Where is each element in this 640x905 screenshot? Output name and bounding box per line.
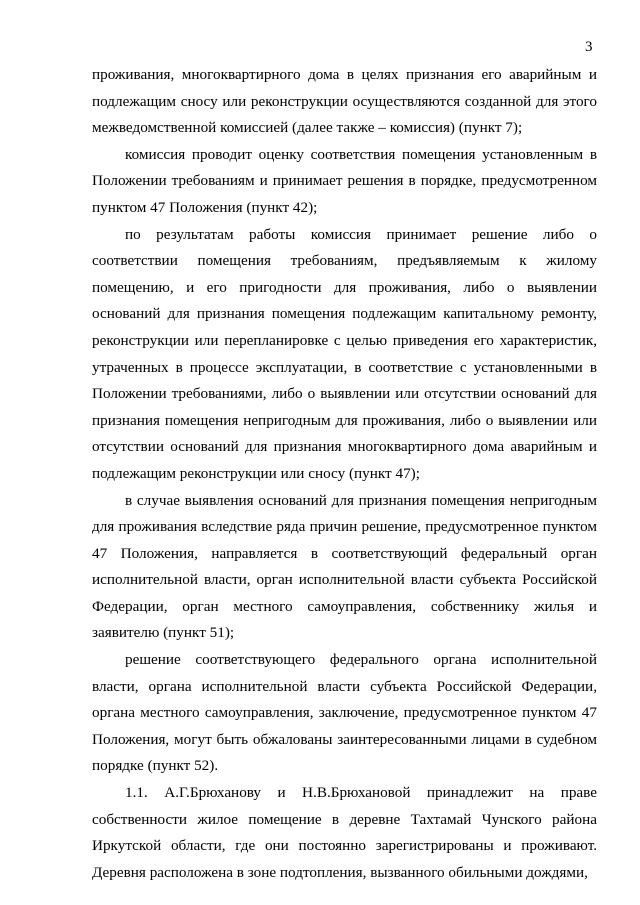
paragraph: комиссия проводит оценку соответствия помещения установленным в Положении требованиям и принимает решения в порядке, предусмотренном пунктом 47 Положения (пункт 42); bbox=[92, 145, 597, 216]
paragraph: проживания, многоквартирного дома в целях признания его аварийным и подлежащим сносу или реконструкции осуществляются созданной для этого межведомственной комиссией (далее также – комиссия) (пункт 7); bbox=[92, 66, 597, 137]
paragraph: по результатам работы комиссия принимает решение либо о соответствии помещения требованиям, предъявляемым к жилому помещению, и его пригодности для проживания, либо о выявлении оснований для признания помещения подлежащим капитальному ремонту, реконструкции или перепланировке с целью приведения его характеристик, утраченных в процессе эксплуатации, в соответствие с установленными в Положении требованиями, либо о выявлении или отсутствии оснований для признания помещения непригодным для проживания, либо о выявлении или отсутствии оснований для признания многоквартирного дома аварийным и подлежащим реконструкции или сносу (пункт 47); bbox=[92, 225, 597, 482]
paragraph: 1.1. А.Г.Брюханову и Н.В.Брюхановой принадлежит на праве собственности жилое помещение в деревне Тахтамай Чунского района Иркутской области, где они постоянно зарегистрированы и проживают. Деревня расположена в зоне подтопления, вызванного обильными дождями, bbox=[92, 784, 597, 881]
paragraph: решение соответствующего федерального органа исполнительной власти, органа исполнительной власти субъекта Российской Федерации, органа местного самоуправления, заключение, предусмотренное пунктом 47 Положения, могут быть обжалованы заинтересованными лицами в судебном порядке (пункт 52). bbox=[92, 651, 597, 775]
paragraph: в случае выявления оснований для признания помещения непригодным для проживания вследствие ряда причин решение, предусмотренное пунктом 47 Положения, направляется в соответствующий федеральный орган исполнительной власти, орган исполнительной власти субъекта Российской Федерации, орган местного самоуправления, собственнику жилья и заявителю (пункт 51); bbox=[92, 491, 597, 642]
document-body bbox=[92, 62, 597, 886]
page-number: 3 bbox=[585, 39, 593, 55]
